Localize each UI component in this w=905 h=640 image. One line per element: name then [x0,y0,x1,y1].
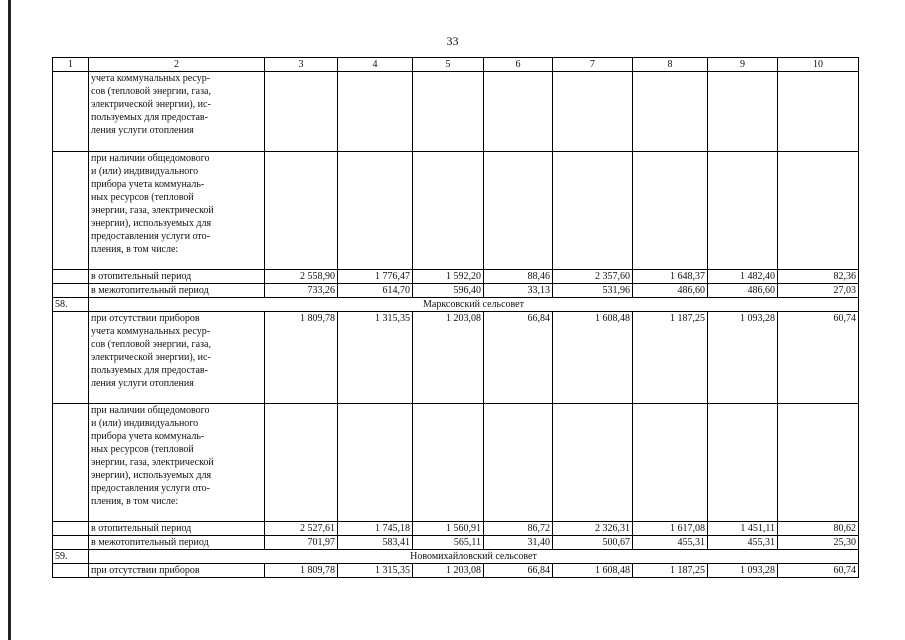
value-cell: 33,13 [484,284,553,298]
row-description: учета коммунальных ресур- сов (тепловой энергии, газа, электрической энергии), ис- пользуемых для предостав- ления услуги отопления [89,72,265,152]
row-label: в отопительный период [89,270,265,284]
value-cell: 31,40 [484,536,553,550]
value-cell: 1 776,47 [338,270,413,284]
table-row [53,284,859,298]
header-cell: 8 [633,58,708,72]
header-cell: 3 [265,58,338,72]
value-cell: 486,60 [633,284,708,298]
value-cell: 1 608,48 [553,564,633,578]
section-header-row [53,298,859,312]
value-cell: 1 187,25 [633,312,708,404]
value-cell: 1 203,08 [413,564,484,578]
value-cell: 82,36 [778,270,859,284]
header-cell: 10 [778,58,859,72]
value-cell: 486,60 [708,284,778,298]
value-cell: 2 357,60 [553,270,633,284]
value-cell: 66,84 [484,312,553,404]
row-label: в отопительный период [89,522,265,536]
value-cell: 455,31 [708,536,778,550]
header-cell: 5 [413,58,484,72]
table-row [53,536,859,550]
section-title: Новомихайловский сельсовет [89,550,859,564]
table-row [53,270,859,284]
section-number: 58. [53,298,89,312]
value-cell: 1 617,08 [633,522,708,536]
value-cell: 66,84 [484,564,553,578]
row-label: при отсутствии приборов [89,564,265,578]
value-cell: 614,70 [338,284,413,298]
header-cell: 7 [553,58,633,72]
section-header-row [53,550,859,564]
row-label: в межотопительный период [89,536,265,550]
value-cell: 565,11 [413,536,484,550]
row-description: при отсутствии приборов учета коммунальных ресур- сов (тепловой энергии, газа, электрической энергии), ис- пользуемых для предостав- ления услуги отопления [89,312,265,404]
value-cell: 1 093,28 [708,564,778,578]
value-cell: 1 093,28 [708,312,778,404]
header-cell: 6 [484,58,553,72]
header-cell: 1 [53,58,89,72]
value-cell: 2 558,90 [265,270,338,284]
binding-edge-line [8,0,11,640]
value-cell: 1 482,40 [708,270,778,284]
value-cell: 596,40 [413,284,484,298]
value-cell: 1 608,48 [553,312,633,404]
page-number: 33 [446,34,459,48]
value-cell: 1 809,78 [265,312,338,404]
value-cell: 1 592,20 [413,270,484,284]
header-cell: 9 [708,58,778,72]
value-cell: 2 527,61 [265,522,338,536]
value-cell: 1 809,78 [265,564,338,578]
table-row [53,404,859,522]
section-number: 59. [53,550,89,564]
table-row [53,564,859,578]
value-cell: 1 648,37 [633,270,708,284]
row-description: при наличии общедомового и (или) индивидуального прибора учета коммуналь- ных ресурсов (тепловой энергии, газа, электрической энергии), используемых для предоставления услуги ото- пления, в том числе: [89,404,265,522]
value-cell: 500,67 [553,536,633,550]
value-cell: 60,74 [778,312,859,404]
value-cell: 86,72 [484,522,553,536]
column-number-header-row [53,58,859,72]
value-cell: 27,03 [778,284,859,298]
header-cell: 4 [338,58,413,72]
value-cell: 701,97 [265,536,338,550]
value-cell: 80,62 [778,522,859,536]
table-row [53,522,859,536]
value-cell: 583,41 [338,536,413,550]
value-cell: 1 187,25 [633,564,708,578]
row-description: при наличии общедомового и (или) индивидуального прибора учета коммуналь- ных ресурсов (тепловой энергии, газа, электрической энергии), используемых для предоставления услуги ото- пления, в том числе: [89,152,265,270]
value-cell: 531,96 [553,284,633,298]
value-cell: 1 560,91 [413,522,484,536]
tariff-table [52,57,859,578]
table-row [53,72,859,152]
value-cell: 1 451,11 [708,522,778,536]
value-cell: 60,74 [778,564,859,578]
value-cell: 1 315,35 [338,312,413,404]
value-cell: 1 315,35 [338,564,413,578]
value-cell: 1 203,08 [413,312,484,404]
value-cell: 25,30 [778,536,859,550]
value-cell: 455,31 [633,536,708,550]
value-cell: 1 745,18 [338,522,413,536]
table-row [53,312,859,404]
section-title: Марксовский сельсовет [89,298,859,312]
row-label: в межотопительный период [89,284,265,298]
value-cell: 2 326,31 [553,522,633,536]
header-cell: 2 [89,58,265,72]
value-cell: 733,26 [265,284,338,298]
value-cell: 88,46 [484,270,553,284]
table-row [53,152,859,270]
